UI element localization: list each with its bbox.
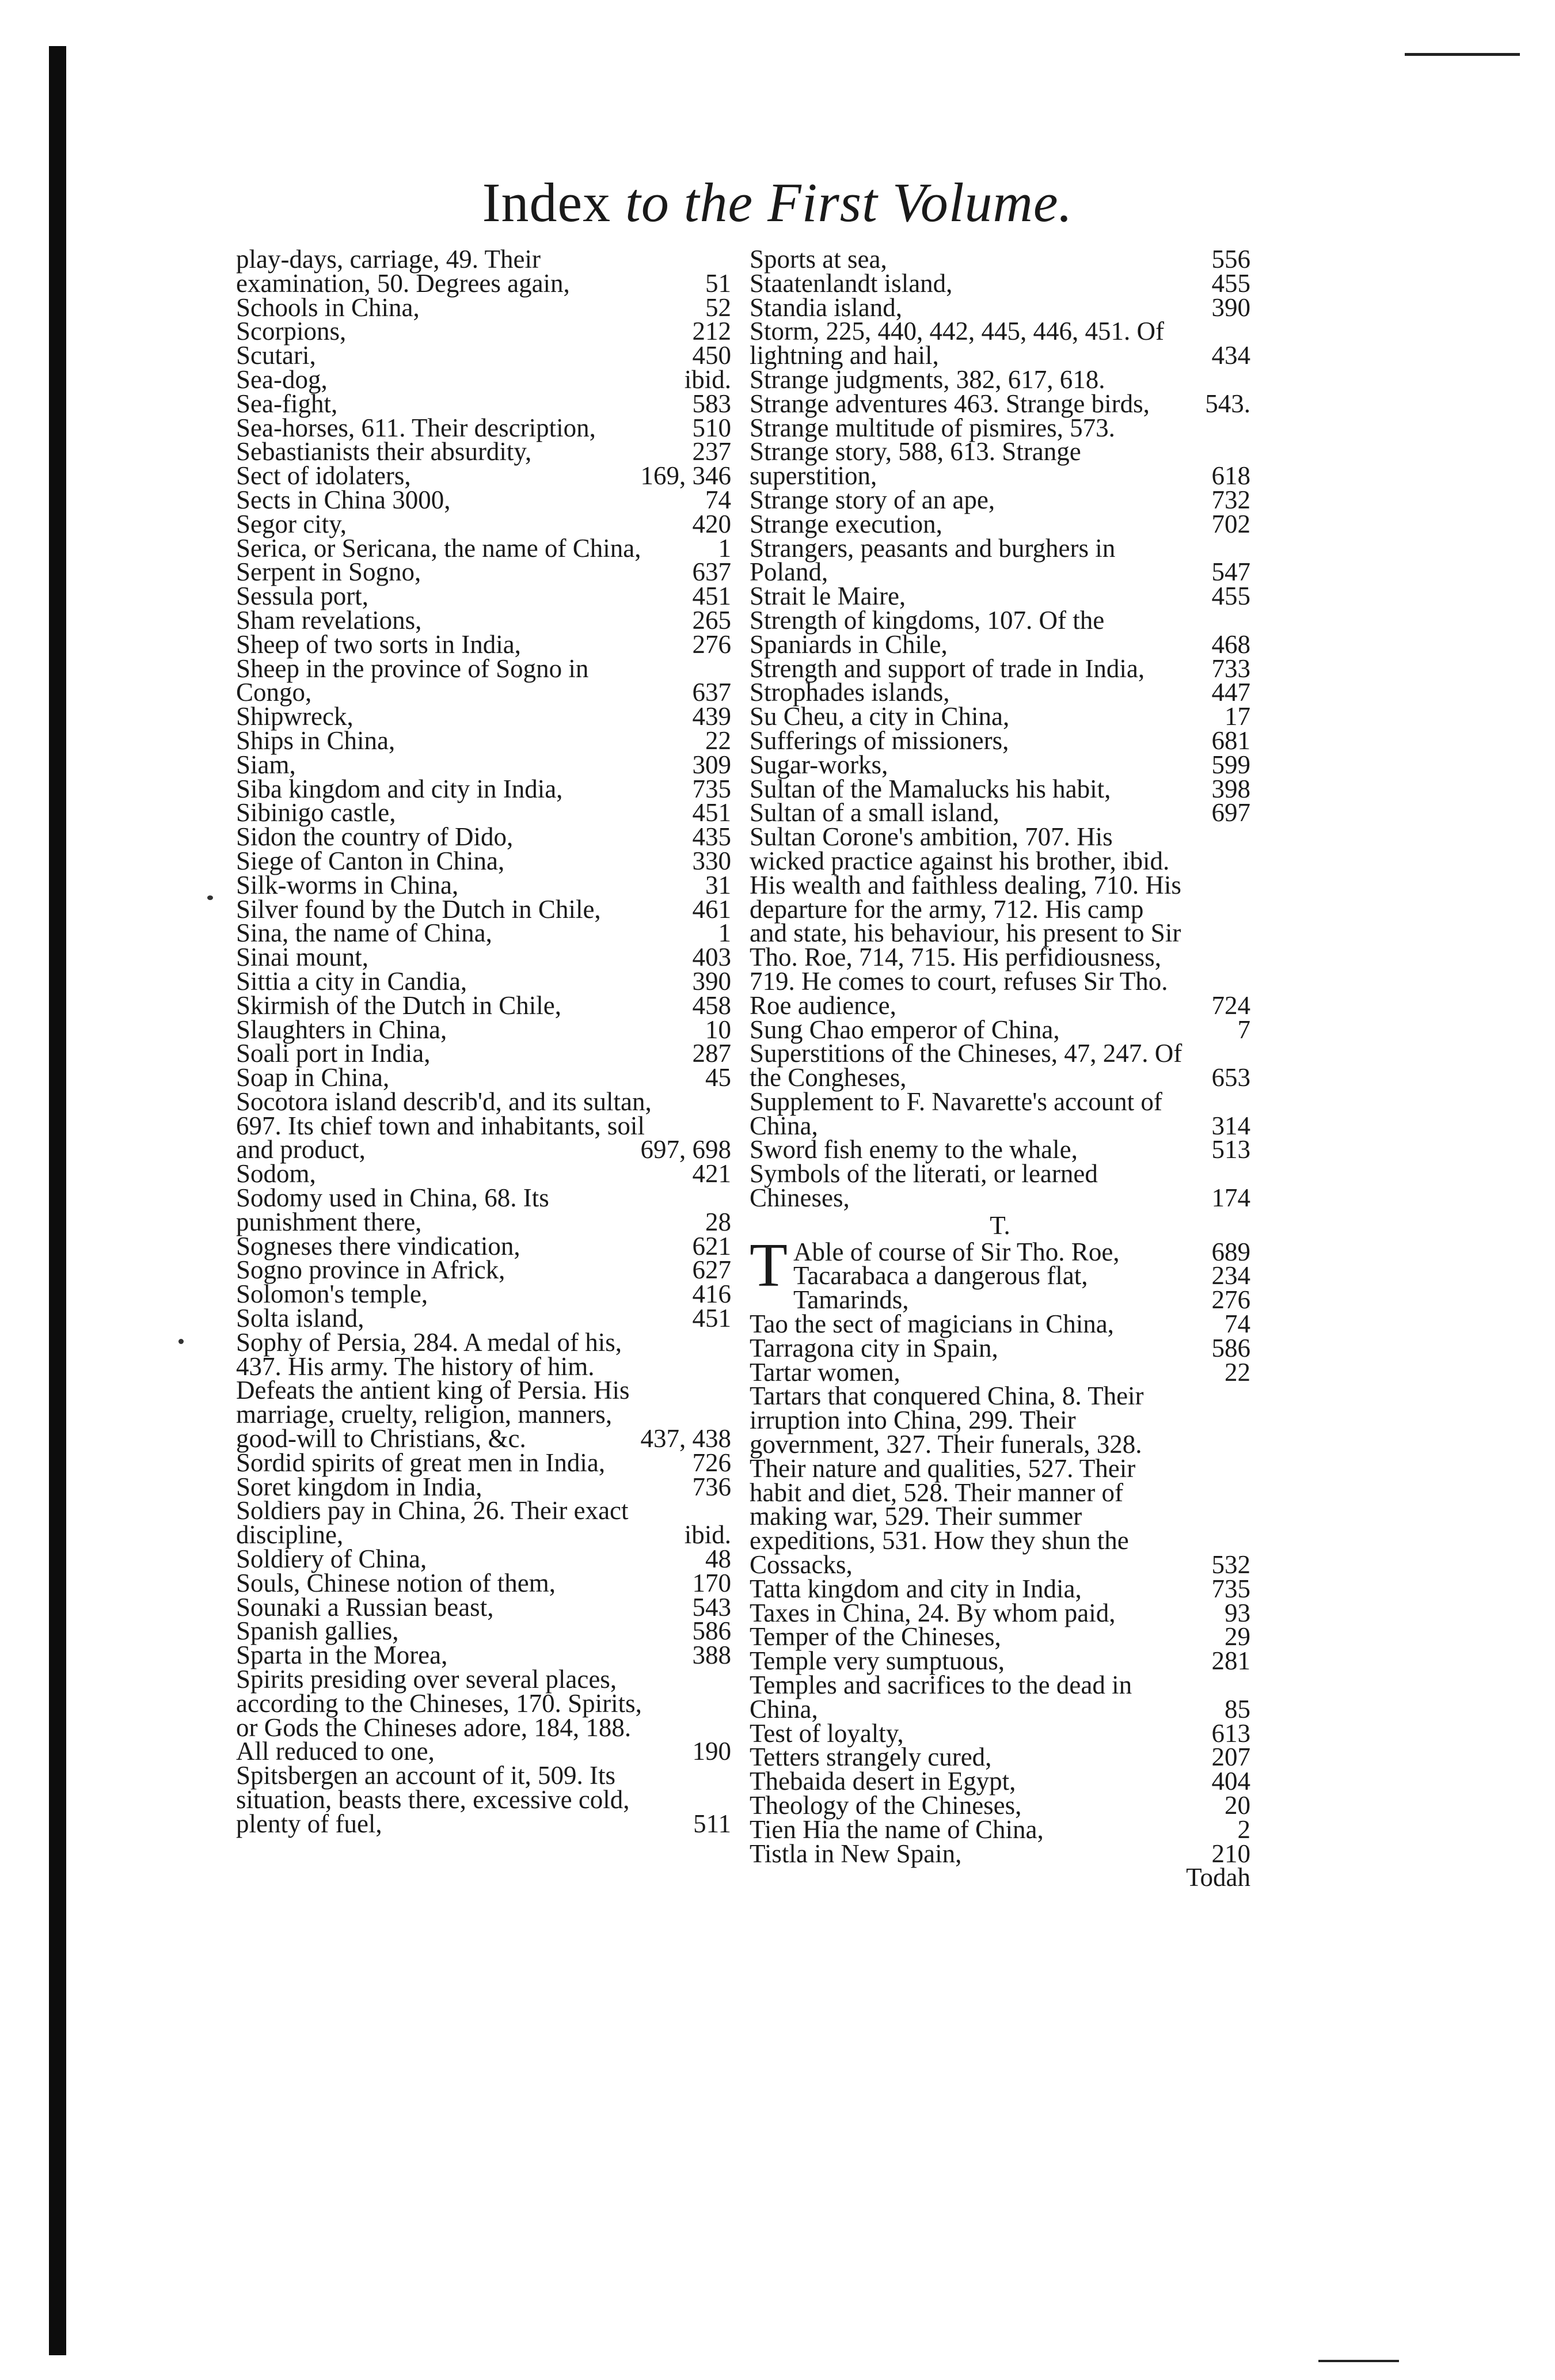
entry-page-ref: 416: [692, 1280, 731, 1309]
entry-text: Sufferings of missioners,: [750, 726, 1009, 755]
entry-text: Theology of the Chineses,: [750, 1791, 1022, 1820]
index-entry: [236, 846, 731, 875]
entry-text: Sittia a city in Candia,: [236, 966, 467, 996]
entry-page-ref: 74: [705, 485, 731, 514]
entry-page-ref: 207: [1211, 1743, 1250, 1772]
index-entry: [236, 557, 731, 587]
entry-text: Sea-horses, 611. Their description,: [236, 413, 596, 442]
entry-text: Solomon's temple,: [236, 1280, 428, 1309]
entry-text: Sect of idolaters,: [236, 461, 411, 491]
entry-page-ref: 31: [705, 870, 731, 899]
index-entry: [236, 389, 731, 418]
index-entry: [236, 1448, 731, 1477]
entry-page-ref: 510: [692, 413, 731, 442]
index-entry: [750, 1285, 1250, 1315]
entry-text: Sultan Corone's ambition, 707. His wicked practice against his brother, ibid. His wealth and faithless dealing, 710. His departure for the army, 712. His camp and state, his behaviour, his present to Sir Tho. Roe, 714, 715. His perfidiousness, 719. He comes to court, refuses Sir Tho. Roe audience,: [750, 822, 1181, 1020]
entry-page-ref: 532: [1211, 1550, 1250, 1580]
entry-page-ref: 583: [692, 389, 731, 418]
entry-page-ref: 726: [692, 1448, 731, 1477]
index-entry: [236, 1282, 731, 1307]
index-entry: [236, 726, 731, 755]
entry-page-ref: 2: [1237, 1815, 1250, 1844]
index-entry: [236, 1015, 731, 1044]
entry-text: Strange story of an ape,: [750, 485, 995, 514]
entry-text: Soret kingdom in India,: [236, 1472, 482, 1501]
entry-page-ref: 613: [1211, 1718, 1250, 1748]
index-entry: [236, 870, 731, 899]
entry-page-ref: 1: [718, 918, 731, 948]
entry-text: Tamarinds,: [793, 1285, 909, 1315]
entry-page-ref: 735: [692, 774, 731, 803]
entry-page-ref: 513: [1211, 1135, 1250, 1164]
index-entry: [750, 702, 1250, 731]
index-entry: [750, 1673, 1250, 1722]
entry-text: Tien Hia the name of China,: [750, 1815, 1044, 1844]
index-entry: [236, 485, 731, 514]
entry-text: Silk-worms in China,: [236, 870, 459, 899]
index-entry: [750, 1839, 1250, 1868]
entry-page-ref: 543.: [1205, 389, 1250, 418]
entry-page-ref: 621: [692, 1231, 731, 1261]
scan-mark: [1318, 2360, 1399, 2362]
entry-text: Superstitions of the Chineses, 47, 247. Of the Congheses,: [750, 1039, 1183, 1092]
entry-text: Shipwreck,: [236, 702, 353, 731]
entry-page-ref: 170: [692, 1568, 731, 1597]
entry-text: Segor city,: [236, 509, 347, 538]
entry-page-ref: 435: [692, 822, 731, 852]
entry-text: Serpent in Sogno,: [236, 557, 421, 587]
entry-text: Sultan of a small island,: [750, 798, 999, 828]
entry-page-ref: 736: [692, 1472, 731, 1501]
entry-page-ref: 52: [705, 293, 731, 322]
entry-text: Sodomy used in China, 68. Its punishment there,: [236, 1183, 549, 1236]
entry-page-ref: 276: [1211, 1285, 1250, 1315]
entry-text: Tarragona city in Spain,: [750, 1333, 998, 1362]
entry-text: Thebaida desert in Egypt,: [750, 1767, 1016, 1796]
entry-page-ref: 468: [1211, 629, 1250, 659]
entry-text: Scutari,: [236, 341, 316, 370]
entry-page-ref: 7: [1237, 1015, 1250, 1044]
entry-text: Siege of Canton in China,: [236, 846, 505, 875]
entry-text: Tartars that conquered China, 8. Their irruption into China, 299. Their government, 327. Their funerals, 328. Their nature and qualities, 527. Their habit and diet, 528. Their manner of making war, 529. Their summer expeditions, 531. How they shun the Cossacks,: [750, 1381, 1144, 1580]
entry-page-ref: 689: [1211, 1237, 1250, 1266]
entry-page-ref: 169, 346: [640, 461, 731, 491]
entry-page-ref: 28: [705, 1207, 731, 1236]
entry-page-ref: 330: [692, 846, 731, 875]
index-entry: [750, 1261, 1250, 1290]
entry-text: Strength of kingdoms, 107. Of the Spaniards in Chile,: [750, 605, 1105, 659]
index-entry: [236, 1472, 731, 1501]
entry-page-ref: 458: [692, 990, 731, 1020]
index-entry: [750, 509, 1250, 538]
entry-text: Spitsbergen an account of it, 509. Its situation, beasts there, excessive cold, plenty of fuel,: [236, 1761, 630, 1838]
entry-page-ref: 421: [692, 1159, 731, 1189]
entry-page-ref: 461: [692, 894, 731, 924]
entry-text: Sounaki a Russian beast,: [236, 1592, 494, 1622]
entry-page-ref: 434: [1211, 341, 1250, 370]
page-title: [0, 170, 1555, 234]
index-entry: [236, 774, 731, 803]
entry-text: Skirmish of the Dutch in Chile,: [236, 990, 561, 1020]
index-entry: [750, 485, 1250, 514]
entry-page-ref: 451: [692, 1304, 731, 1333]
index-entry: [750, 1159, 1250, 1213]
index-entry: [236, 798, 731, 828]
index-entry: [236, 822, 731, 852]
entry-text: Strange multitude of pismires, 573. Strange story, 588, 613. Strange superstition,: [750, 413, 1115, 491]
entry-page-ref: 653: [1211, 1063, 1250, 1092]
index-entry: [750, 317, 1250, 370]
index-entry: [750, 1646, 1250, 1676]
entry-page-ref: 420: [692, 509, 731, 538]
entry-text: Sidon the country of Dido,: [236, 822, 514, 852]
index-entry: [750, 365, 1250, 418]
entry-text: Slaughters in China,: [236, 1015, 447, 1044]
index-entry: [750, 798, 1250, 828]
entry-page-ref: 543: [692, 1592, 731, 1622]
index-entry: [236, 365, 731, 394]
entry-text: Siam,: [236, 750, 296, 779]
entry-text: Strength and support of trade in India,: [750, 654, 1145, 683]
index-entry: [236, 1231, 731, 1261]
entry-page-ref: 627: [692, 1255, 731, 1285]
index-column-left: [236, 245, 731, 1838]
index-entry: [236, 1063, 731, 1092]
entry-text: Strophades islands,: [750, 678, 950, 707]
index-entry: [750, 1815, 1250, 1844]
index-entry: [236, 990, 731, 1020]
entry-text: Sogno province in Africk,: [236, 1255, 505, 1285]
entry-text: Supplement to F. Navarette's account of China,: [750, 1087, 1162, 1140]
entry-text: Temples and sacrifices to the dead in China,: [750, 1671, 1132, 1724]
title-italic: to the First Volume.: [625, 172, 1073, 233]
entry-text: Tartar women,: [750, 1357, 900, 1387]
index-entry: [750, 533, 1250, 587]
entry-text: Standia island,: [750, 293, 902, 322]
entry-page-ref: 174: [1211, 1183, 1250, 1213]
scan-speck: [178, 1339, 184, 1344]
entry-text: Strangers, peasants and burghers in Poland,: [750, 533, 1116, 587]
index-entry: [236, 1643, 731, 1668]
index-entry: [750, 1309, 1250, 1339]
entry-page-ref: 93: [1225, 1598, 1250, 1627]
index-entry: [750, 1574, 1250, 1603]
index-entry: [236, 1761, 731, 1838]
entry-page-ref: 234: [1211, 1261, 1250, 1290]
entry-page-ref: 287: [692, 1039, 731, 1068]
entry-text: Sects in China 3000,: [236, 485, 451, 514]
index-entry: [236, 1039, 731, 1068]
index-entry: [236, 1592, 731, 1622]
index-entry: [236, 245, 731, 298]
entry-text: Sports at sea,: [750, 245, 887, 274]
entry-page-ref: 29: [1225, 1622, 1250, 1652]
entry-text: Sultan of the Mamalucks his habit,: [750, 774, 1111, 803]
index-entry: [750, 293, 1250, 322]
entry-text: Sinai mount,: [236, 943, 369, 972]
entry-page-ref: 451: [692, 798, 731, 828]
entry-page-ref: 439: [692, 702, 731, 731]
index-entry: [236, 317, 731, 346]
index-entry: [236, 1568, 731, 1597]
scan-speck: [207, 895, 213, 900]
entry-page-ref: 447: [1211, 678, 1250, 707]
index-entry: [750, 268, 1250, 298]
index-entry: [236, 605, 731, 635]
entry-page-ref: 437, 438: [640, 1424, 731, 1453]
index-entry: [236, 629, 731, 659]
index-entry: [750, 654, 1250, 683]
entry-page-ref: 22: [705, 726, 731, 755]
entry-text: Tetters strangely cured,: [750, 1743, 992, 1772]
entry-page-ref: 724: [1211, 990, 1250, 1020]
entry-page-ref: 20: [1225, 1791, 1250, 1820]
index-entry: [750, 413, 1250, 491]
index-entry: [750, 1745, 1250, 1770]
entry-text: Spirits presiding over several places, according to the Chineses, 170. Spirits, or Gods the Chineses adore, 184, 188. All reduced to one,: [236, 1665, 642, 1766]
entry-text: Soali port in India,: [236, 1039, 431, 1068]
entry-page-ref: 586: [1211, 1333, 1250, 1362]
entry-page-ref: 281: [1211, 1646, 1250, 1676]
entry-text: Sophy of Persia, 284. A medal of his, 437. His army. The history of him. Defeats the antient king of Persia. His marriage, cruelty, religion, manners, good-will to Christians, &c.: [236, 1327, 630, 1453]
index-entry: [750, 822, 1250, 1020]
entry-page-ref: 618: [1211, 461, 1250, 491]
index-entry: [750, 774, 1250, 803]
index-entry: [236, 654, 731, 707]
entry-page-ref: 17: [1225, 702, 1250, 731]
entry-page-ref: 237: [692, 437, 731, 466]
entry-text: Temper of the Chineses,: [750, 1622, 1001, 1652]
entry-text: Sham revelations,: [236, 605, 422, 635]
entry-text: Tatta kingdom and city in India,: [750, 1574, 1082, 1603]
entry-text: Storm, 225, 440, 442, 445, 446, 451. Of lightning and hail,: [750, 317, 1164, 370]
entry-page-ref: 450: [692, 341, 731, 370]
entry-text: Socotora island describ'd, and its sultan, 697. Its chief town and inhabitants, soil and product,: [236, 1087, 652, 1164]
catchword: Todah: [1186, 1863, 1250, 1892]
entry-page-ref: ibid.: [684, 1520, 731, 1550]
entry-page-ref: 276: [692, 629, 731, 659]
entry-page-ref: 210: [1211, 1839, 1250, 1868]
entry-text: Sung Chao emperor of China,: [750, 1015, 1060, 1044]
index-entry: [750, 245, 1250, 274]
entry-text: Tistla in New Spain,: [750, 1839, 962, 1868]
index-entry: [236, 509, 731, 538]
entry-text: Su Cheu, a city in China,: [750, 702, 1010, 731]
entry-page-ref: 733: [1211, 654, 1250, 683]
entry-page-ref: 556: [1211, 245, 1250, 274]
entry-page-ref: 732: [1211, 485, 1250, 514]
entry-page-ref: 511: [693, 1809, 731, 1838]
drop-cap: T: [750, 1231, 788, 1300]
entry-page-ref: 455: [1211, 268, 1250, 298]
entry-text: Tacarabaca a dangerous flat,: [793, 1261, 1088, 1290]
index-entry: [750, 726, 1250, 755]
index-entry: [236, 1665, 731, 1766]
entry-text: Able of course of Sir Tho. Roe,: [793, 1237, 1120, 1266]
entry-page-ref: 309: [692, 750, 731, 779]
entry-page-ref: 451: [692, 582, 731, 611]
entry-text: Sheep of two sorts in India,: [236, 629, 521, 659]
scan-mark: [1405, 53, 1520, 56]
entry-text: play-days, carriage, 49. Their examination, 50. Degrees again,: [236, 245, 570, 298]
entry-page-ref: 212: [692, 317, 731, 346]
entry-page-ref: 388: [692, 1641, 731, 1670]
entry-text: Solta island,: [236, 1304, 364, 1333]
entry-page-ref: 637: [692, 557, 731, 587]
entry-page-ref: 599: [1211, 750, 1250, 779]
entry-text: Sea-dog,: [236, 365, 328, 394]
entry-text: Sessula port,: [236, 582, 368, 611]
index-column-right: [750, 245, 1250, 1892]
entry-text: Sordid spirits of great men in India,: [236, 1448, 606, 1477]
entry-page-ref: 390: [692, 966, 731, 996]
index-entry: [236, 1304, 731, 1333]
index-entry: [750, 1767, 1250, 1796]
entry-text: Strait le Maire,: [750, 582, 906, 611]
entry-text: Temple very sumptuous,: [750, 1646, 1005, 1676]
entry-page-ref: 85: [1225, 1694, 1250, 1724]
index-entry: [750, 1039, 1250, 1092]
entry-page-ref: 735: [1211, 1574, 1250, 1603]
index-entry: [750, 1087, 1250, 1140]
index-entry: [750, 584, 1250, 609]
index-entry: [750, 1135, 1250, 1164]
index-entry: [236, 584, 731, 609]
index-entry: [236, 413, 731, 442]
entry-page-ref: 697: [1211, 798, 1250, 828]
entry-text: Staatenlandt island,: [750, 268, 953, 298]
index-entry: [236, 894, 731, 924]
index-entry: [236, 437, 731, 466]
index-entry: [236, 1159, 731, 1189]
entry-page-ref: 265: [692, 605, 731, 635]
index-entry: [750, 605, 1250, 659]
entry-text: Sugar-works,: [750, 750, 888, 779]
entry-page-ref: 404: [1211, 1767, 1250, 1796]
entry-text: Sheep in the province of Sogno in Congo,: [236, 654, 589, 707]
index-entry: [750, 1598, 1250, 1627]
index-entry: [236, 702, 731, 731]
entry-text: Sea-fight,: [236, 389, 338, 418]
entry-page-ref: 314: [1211, 1111, 1250, 1140]
index-entry: [750, 1622, 1250, 1652]
title-plain: Index: [482, 172, 611, 233]
index-entry: [750, 1381, 1250, 1580]
entry-text: Sodom,: [236, 1159, 316, 1189]
index-entry: [750, 1357, 1250, 1387]
entry-page-ref: 74: [1225, 1309, 1250, 1339]
index-entry: [236, 461, 731, 491]
entry-text: Soldiery of China,: [236, 1544, 427, 1574]
entry-text: Sword fish enemy to the whale,: [750, 1135, 1078, 1164]
entry-page-ref: 190: [692, 1737, 731, 1766]
entry-text: Symbols of the literati, or learned Chineses,: [750, 1159, 1098, 1213]
index-entry: [236, 918, 731, 948]
entry-page-ref: 681: [1211, 726, 1250, 755]
index-entry: [236, 341, 731, 370]
index-entry: [236, 293, 731, 322]
index-entry: [236, 1255, 731, 1285]
entry-page-ref: 10: [705, 1015, 731, 1044]
entry-page-ref: 390: [1211, 293, 1250, 322]
entry-text: Schools in China,: [236, 293, 420, 322]
entry-page-ref: 398: [1211, 774, 1250, 803]
entry-text: Sibinigo castle,: [236, 798, 396, 828]
index-entry: [750, 1791, 1250, 1820]
entry-page-ref: 403: [692, 943, 731, 972]
entry-page-ref: 702: [1211, 509, 1250, 538]
entry-text: Spanish gallies,: [236, 1616, 399, 1646]
index-entry: [236, 966, 731, 996]
entry-page-ref: 51: [705, 268, 731, 298]
index-entry: [236, 943, 731, 972]
entry-text: Silver found by the Dutch in Chile,: [236, 894, 601, 924]
entry-page-ref: 48: [705, 1544, 731, 1574]
entry-text: Test of loyalty,: [750, 1718, 904, 1748]
index-entry: [750, 1015, 1250, 1044]
index-entry: [236, 1496, 731, 1550]
entry-text: Sogneses there vindication,: [236, 1231, 520, 1261]
entry-text: Strange judgments, 382, 617, 618. Strange adventures 463. Strange birds,: [750, 365, 1150, 418]
entry-page-ref: 586: [692, 1616, 731, 1646]
index-entry: [750, 678, 1250, 707]
index-entry: [750, 1718, 1250, 1748]
index-entry: [236, 750, 731, 779]
index-entry: [236, 1183, 731, 1236]
entry-text: Serica, or Sericana, the name of China,: [236, 533, 641, 563]
binding-gutter: [49, 46, 66, 2355]
entry-text: Sebastianists their absurdity,: [236, 437, 532, 466]
entry-page-ref: 637: [692, 678, 731, 707]
entry-text: Sparta in the Morea,: [236, 1641, 448, 1670]
index-entry: [236, 533, 731, 563]
index-entry: [236, 1544, 731, 1574]
entry-text: Strange execution,: [750, 509, 942, 538]
entry-text: Ships in China,: [236, 726, 396, 755]
section-letter: T.: [990, 1210, 1010, 1240]
entry-page-ref: 547: [1211, 557, 1250, 587]
entry-text: Sina, the name of China,: [236, 918, 492, 948]
entry-text: Soap in China,: [236, 1063, 390, 1092]
index-entry: [750, 750, 1250, 779]
entry-text: Souls, Chinese notion of them,: [236, 1568, 556, 1597]
entry-page-ref: 45: [705, 1063, 731, 1092]
entry-page-ref: 455: [1211, 582, 1250, 611]
entry-page-ref: 22: [1225, 1357, 1250, 1387]
entry-text: Scorpions,: [236, 317, 347, 346]
index-entry: [236, 1327, 731, 1453]
index-entry: [236, 1616, 731, 1646]
entry-text: Soldiers pay in China, 26. Their exact discipline,: [236, 1496, 629, 1550]
entry-text: Siba kingdom and city in India,: [236, 774, 563, 803]
index-entry: [236, 1087, 731, 1164]
entry-text: Tao the sect of magicians in China,: [750, 1309, 1114, 1339]
entry-page-ref: 697, 698: [640, 1135, 731, 1164]
index-entry: [750, 1333, 1250, 1362]
entry-page-ref: ibid.: [684, 365, 731, 394]
entry-text: Taxes in China, 24. By whom paid,: [750, 1598, 1116, 1627]
entry-page-ref: 1: [718, 533, 731, 563]
